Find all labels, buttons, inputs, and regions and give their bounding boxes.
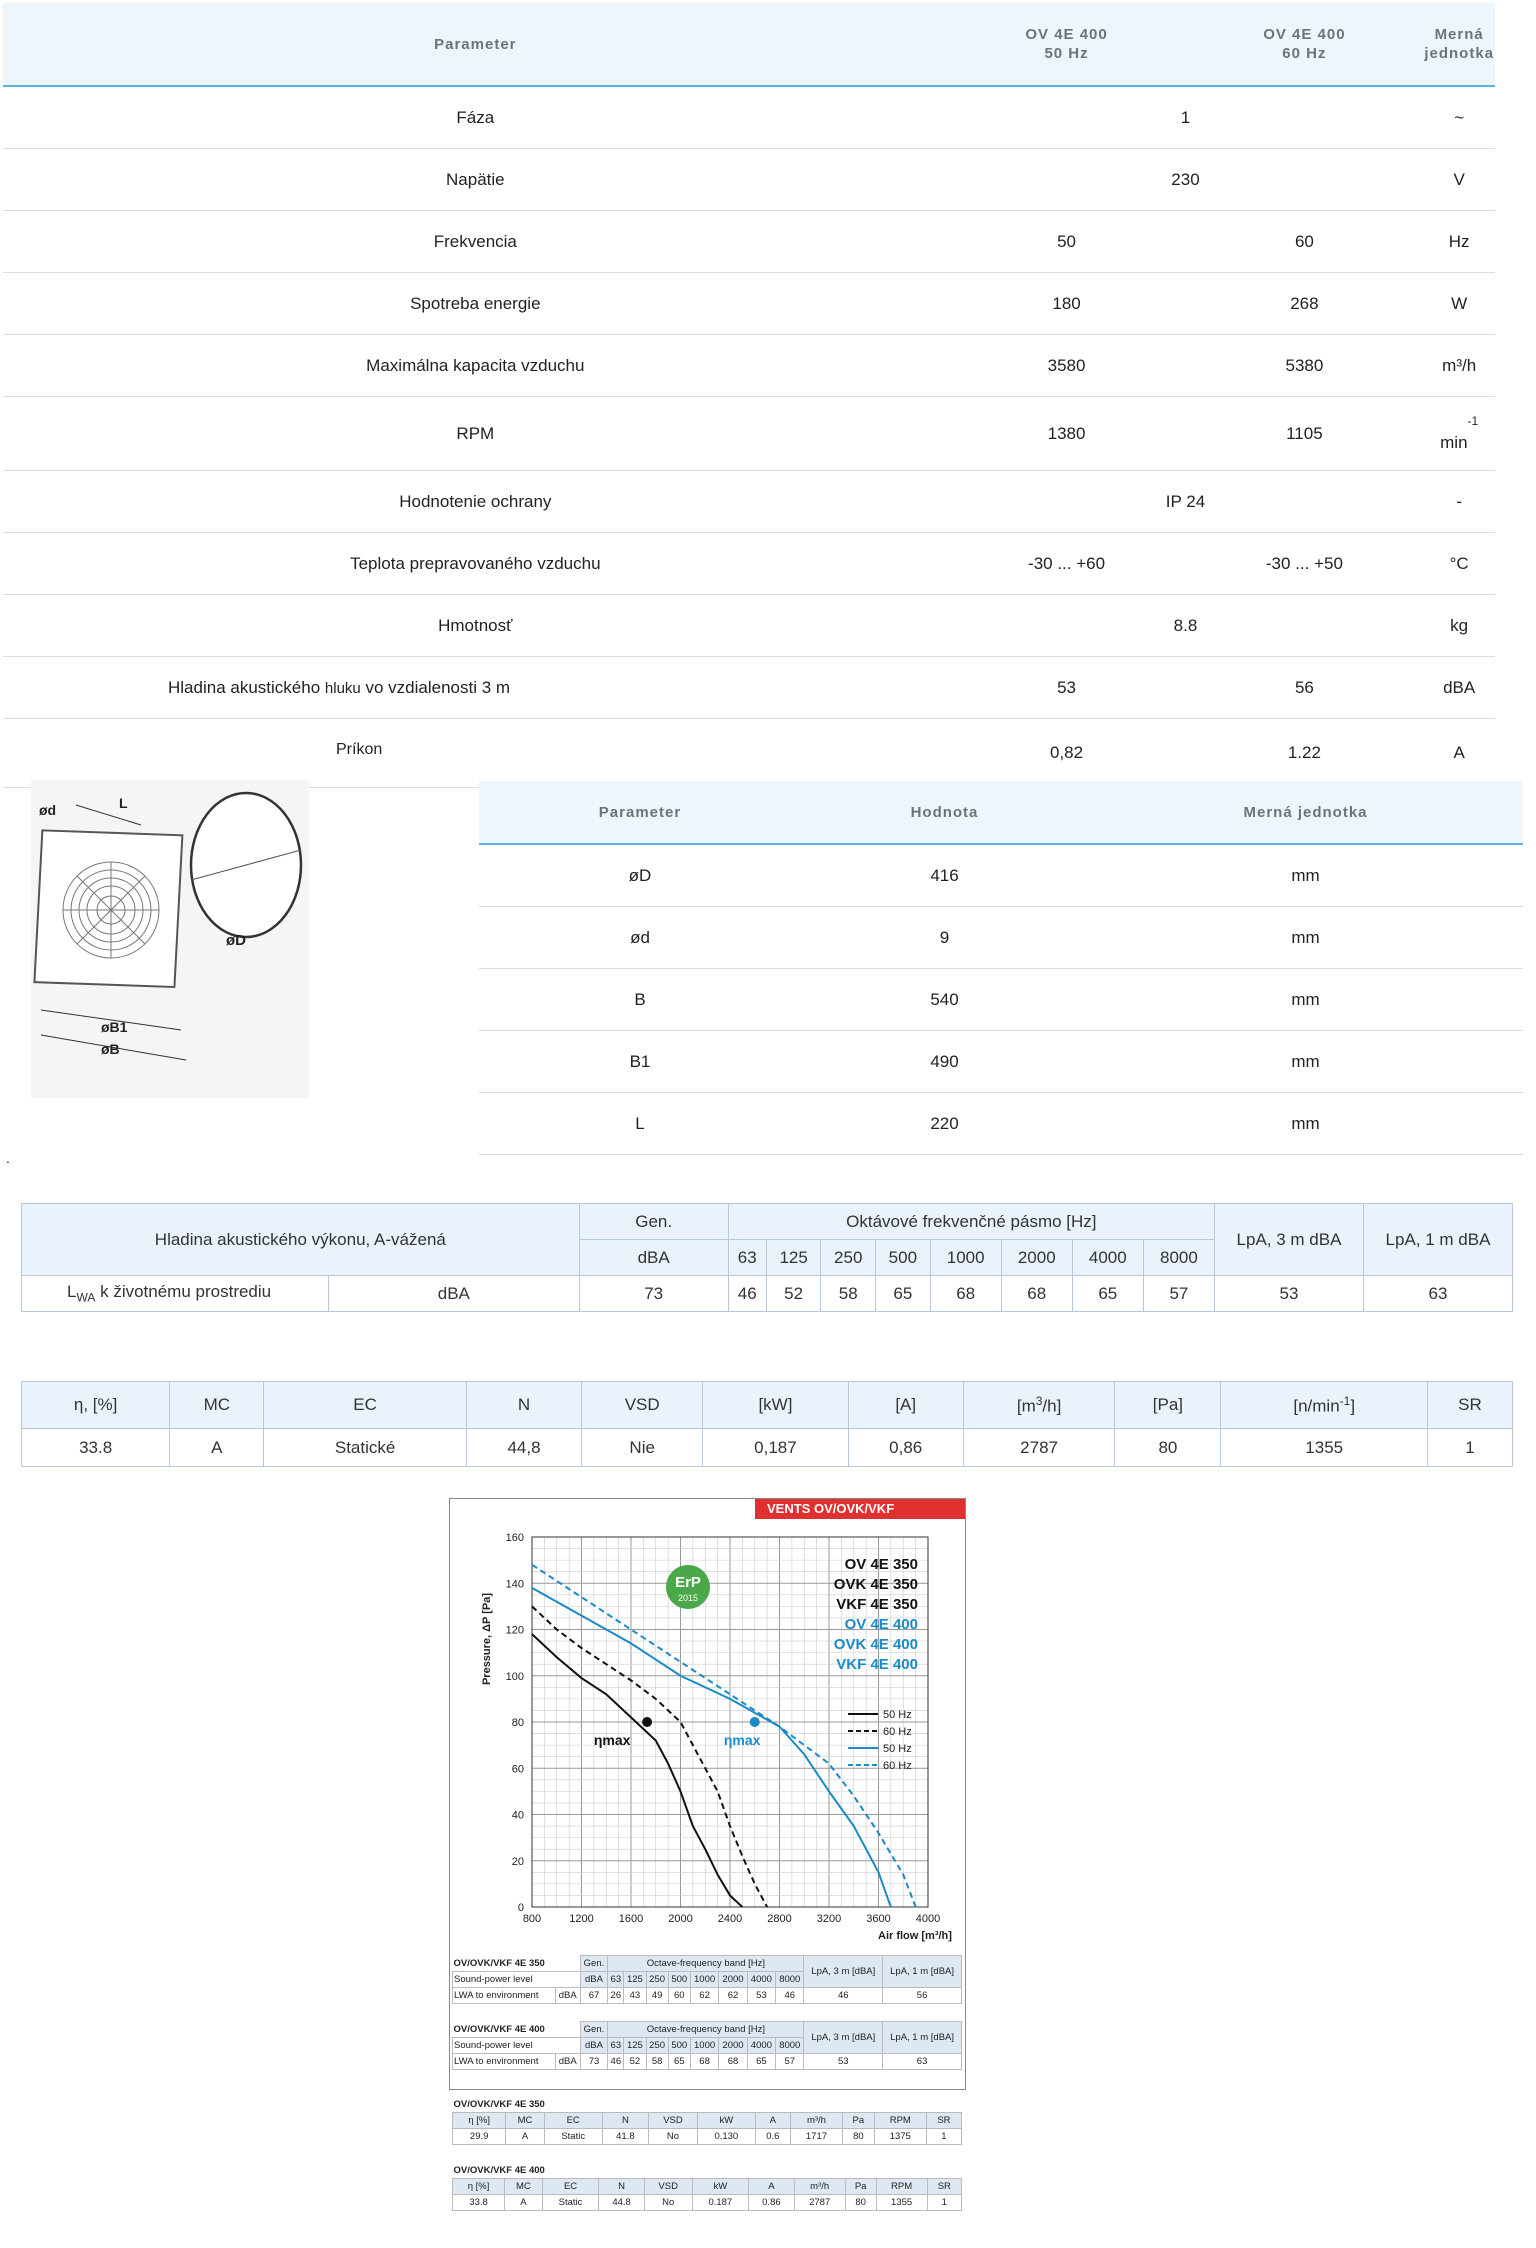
spec-row — [3, 471, 1495, 533]
x-tick: 2400 — [717, 1913, 743, 1925]
eta-h-ec: EC — [264, 1382, 467, 1429]
mini-band-val: 62 — [690, 1988, 718, 2004]
fan-drawing — [31, 780, 309, 1098]
spec-param: RPM — [3, 397, 948, 471]
mini-eta-h: RPM — [874, 2113, 926, 2129]
mini-eta-h: m³/h — [794, 2179, 845, 2195]
sound-band-value: 65 — [1072, 1276, 1143, 1312]
mini-row2: LWA to environment — [453, 2054, 556, 2070]
mini-eta-table — [452, 2163, 962, 2211]
spec-param: Príkon — [3, 719, 948, 788]
model-label: OV 4E 350 — [844, 1556, 918, 1573]
mini-band-val: 62 — [719, 1988, 747, 2004]
eta-h-vsd: VSD — [582, 1382, 703, 1429]
spec-row — [3, 657, 1495, 719]
eta-h-kw: [kW] — [703, 1382, 848, 1429]
mini-row1: Sound-power level — [453, 1972, 581, 1988]
mini-band-val: 26 — [608, 1988, 624, 2004]
spec-value: 230 — [948, 149, 1424, 211]
eta-value: 80 — [1115, 1429, 1221, 1467]
mini-sound-table — [452, 1955, 962, 2004]
mini-eta-v: 1 — [927, 2195, 961, 2211]
eta-value: 1355 — [1221, 1429, 1428, 1467]
spec-param: Frekvencia — [3, 211, 948, 273]
y-tick: 40 — [511, 1809, 524, 1822]
mini-eta-h: EC — [544, 2113, 602, 2129]
x-tick: 3600 — [866, 1913, 891, 1925]
label-L: L — [119, 795, 128, 811]
stray-dot: . — [6, 1150, 10, 1166]
spec-value-60hz: 268 — [1185, 273, 1423, 335]
spec-param: Teplota prepravovaného vzduchu — [3, 533, 948, 595]
sound-lpa1_val: 63 — [1364, 1276, 1513, 1312]
spec-unit: °C — [1423, 533, 1495, 595]
spec-unit: V — [1423, 149, 1495, 211]
mini-band-h: 125 — [624, 1972, 646, 1988]
spec-param: Hodnotenie ochrany — [3, 471, 948, 533]
spec-param: Napätie — [3, 149, 948, 211]
mini-eta-h: RPM — [876, 2179, 927, 2195]
spec-row — [3, 273, 1495, 335]
mini-eta-title: OV/OVK/VKF 4E 400 — [453, 2165, 545, 2176]
mini-band-h: 1000 — [690, 1972, 718, 1988]
dim-row — [479, 907, 1523, 969]
model-label: OVK 4E 350 — [833, 1576, 918, 1593]
spec-unit: Hz — [1423, 211, 1495, 273]
mini-l1: 56 — [883, 1988, 962, 2004]
mini-unit: dBA — [580, 2038, 608, 2054]
mini-band-val: 52 — [624, 2054, 646, 2070]
sound-band-value: 68 — [930, 1276, 1001, 1312]
model-label-blue: OV 4E 400 — [844, 1616, 918, 1633]
mini-title: OV/OVK/VKF 4E 350 — [453, 1957, 545, 1969]
eta-value: 0,86 — [848, 1429, 963, 1467]
spec-value-50hz: 3580 — [948, 335, 1186, 397]
y-label: Pressure, ΔP [Pa] — [481, 1592, 493, 1686]
mini-eta-v: 0.6 — [755, 2129, 790, 2145]
mini-eta-h: MC — [505, 2179, 543, 2195]
spec-row — [3, 149, 1495, 211]
mini-band-h: 500 — [668, 2038, 690, 2054]
spec-unit: W — [1423, 273, 1495, 335]
mini-band-h: 4000 — [747, 2038, 775, 2054]
mini-eta-h: SR — [927, 2179, 961, 2195]
spec-table — [3, 3, 1495, 788]
sound-band-value: 58 — [821, 1276, 876, 1312]
spec-row — [3, 533, 1495, 595]
sound-row-label: $L_{WA}$ k životnému prostrediu — [22, 1276, 329, 1312]
sound-band: 2000 — [1001, 1240, 1072, 1276]
mini-row2: LWA to environment — [453, 1988, 556, 2004]
y-tick: 100 — [505, 1670, 524, 1683]
eta-value: 1 — [1427, 1429, 1512, 1467]
spec-value-50hz: 180 — [948, 273, 1186, 335]
x-tick: 800 — [522, 1913, 542, 1925]
mini-unit2: dBA — [555, 1988, 580, 2004]
series-line-0 — [532, 1634, 742, 1907]
mini-band-val: 68 — [690, 2054, 718, 2070]
mini-band-val: 60 — [668, 1988, 690, 2004]
eta-h-sr: SR — [1427, 1382, 1512, 1429]
x-tick: 2000 — [668, 1913, 693, 1925]
spec-unit: ~ — [1423, 86, 1495, 149]
eta-max-point — [750, 1717, 760, 1727]
erp-text: ErP — [675, 1574, 701, 1591]
mini-lpa3: LpA, 3 m [dBA] — [804, 1956, 883, 1988]
mini-eta-v: 1717 — [790, 2129, 842, 2145]
mini-eta-h: kW — [697, 2113, 755, 2129]
dim-value: 220 — [801, 1093, 1088, 1155]
y-tick: 120 — [505, 1624, 524, 1637]
spec-value-50hz: -30 ... +60 — [948, 533, 1186, 595]
y-tick: 140 — [505, 1578, 524, 1591]
spec-unit: A — [1423, 719, 1495, 788]
eta-max-point — [642, 1717, 652, 1727]
spec-row — [3, 335, 1495, 397]
mini-eta-h: A — [749, 2179, 794, 2195]
mini-band-val: 46 — [608, 2054, 624, 2070]
spec-value-60hz: 5380 — [1185, 335, 1423, 397]
dim-value: 9 — [801, 907, 1088, 969]
mini-band-h: 250 — [646, 2038, 668, 2054]
sound-band-value: 65 — [876, 1276, 931, 1312]
spec-value-50hz: 50 — [948, 211, 1186, 273]
mini-band-val: 49 — [646, 1988, 668, 2004]
x-tick: 3200 — [816, 1913, 842, 1925]
dim-unit: mm — [1088, 1031, 1523, 1093]
spec-header-60hz: OV 4E 400 60 Hz — [1185, 3, 1423, 86]
dim-row — [479, 969, 1523, 1031]
mini-eta-v: 29.9 — [453, 2129, 506, 2145]
mini-band-h: 63 — [608, 2038, 624, 2054]
label-D-big: øD — [226, 932, 246, 949]
mini-eta-v: 0.86 — [749, 2195, 794, 2211]
x-tick: 2800 — [767, 1913, 792, 1925]
sound-band: 250 — [821, 1240, 876, 1276]
mini-unit: dBA — [580, 1972, 608, 1988]
efficiency-table — [21, 1381, 1513, 1467]
eta-h-mc: MC — [170, 1382, 264, 1429]
dim-param: B1 — [479, 1031, 801, 1093]
spec-value-60hz: -30 ... +50 — [1185, 533, 1423, 595]
sound-lpa1: LpA, 1 m dBA — [1364, 1204, 1513, 1276]
mini-band-h: 2000 — [719, 1972, 747, 1988]
spec-row — [3, 397, 1495, 471]
spec-unit: dBA — [1423, 657, 1495, 719]
spec-unit: kg — [1423, 595, 1495, 657]
dim-row — [479, 1093, 1523, 1155]
dim-header-parameter: Parameter — [479, 781, 801, 844]
mini-band-h: 1000 — [690, 2038, 718, 2054]
mini-band-h: 250 — [646, 1972, 668, 1988]
eta-value: 0,187 — [703, 1429, 848, 1467]
spec-value-60hz: 56 — [1185, 657, 1423, 719]
sound-gen: Gen. — [579, 1204, 728, 1240]
model-label-blue: OVK 4E 400 — [833, 1636, 918, 1653]
sound-title: Hladina akustického výkonu, A-vážená — [22, 1204, 580, 1276]
mini-gen-val: 67 — [580, 1988, 608, 2004]
erp-year: 2015 — [677, 1593, 699, 1603]
sound-band: 63 — [728, 1240, 766, 1276]
label-B: øB — [101, 1041, 120, 1057]
spec-value-60hz: 60 — [1185, 211, 1423, 273]
mini-eta-h: kW — [692, 2179, 749, 2195]
eta-max-label-blue: ηmax — [723, 1732, 761, 1749]
mini-eta-h: EC — [542, 2179, 599, 2195]
eta-h-m3h: $[m^3/h]$ — [963, 1382, 1115, 1429]
eta-h-n: N — [466, 1382, 581, 1429]
spec-value-60hz: 1.22 — [1185, 719, 1423, 788]
legend-label: 50 Hz — [883, 1709, 912, 1721]
spec-param: Fáza — [3, 86, 948, 149]
mini-band-val: 65 — [747, 2054, 775, 2070]
mini-eta-v: 1375 — [874, 2129, 926, 2145]
spec-unit: - — [1423, 471, 1495, 533]
sound-band-title: Oktávové frekvenčné pásmo [Hz] — [728, 1204, 1214, 1240]
dim-row — [479, 1031, 1523, 1093]
spec-value: 8.8 — [948, 595, 1424, 657]
mini-l3: 46 — [804, 1988, 883, 2004]
eta-value: Statické — [264, 1429, 467, 1467]
spec-row — [3, 595, 1495, 657]
spec-value-50hz: 1380 — [948, 397, 1186, 471]
sound-band: 500 — [876, 1240, 931, 1276]
mini-band-val: 58 — [646, 2054, 668, 2070]
sound-band-value: 52 — [766, 1276, 821, 1312]
mini-eta-h: MC — [506, 2113, 544, 2129]
eta-h-rpm: $[n/\min^{-1}]$ — [1221, 1382, 1428, 1429]
mini-band-val: 43 — [624, 1988, 646, 2004]
spec-row — [3, 86, 1495, 149]
mini-band-val: 65 — [668, 2054, 690, 2070]
sound-power-table — [21, 1203, 1513, 1312]
mini-band-h: 8000 — [776, 1972, 804, 1988]
y-tick: 20 — [511, 1855, 524, 1868]
mini-band: Octave-frequency band [Hz] — [608, 2022, 804, 2038]
mini-row1: Sound-power level — [453, 2038, 581, 2054]
mini-band: Octave-frequency band [Hz] — [608, 1956, 804, 1972]
mini-band-h: 2000 — [719, 2038, 747, 2054]
mini-eta-table — [452, 2097, 962, 2145]
mini-gen: Gen. — [580, 2022, 608, 2038]
model-label-blue: VKF 4E 400 — [836, 1656, 918, 1673]
legend-label: 60 Hz — [883, 1726, 912, 1738]
x-tick: 4000 — [915, 1913, 941, 1925]
label-d-small: ød — [39, 802, 57, 818]
mini-eta-v: Static — [544, 2129, 602, 2145]
dim-value: 490 — [801, 1031, 1088, 1093]
dim-unit: mm — [1088, 969, 1523, 1031]
mini-eta-h: η [%] — [453, 2113, 506, 2129]
mini-sound-table — [452, 2021, 962, 2070]
mini-eta-v: 0.130 — [697, 2129, 755, 2145]
mini-band-h: 125 — [624, 2038, 646, 2054]
dimension-table — [479, 781, 1523, 1155]
sound-gen-unit: dBA — [579, 1240, 728, 1276]
dim-header-unit: Merná jednotka — [1088, 781, 1523, 844]
mini-eta-v: A — [506, 2129, 544, 2145]
x-tick: 1600 — [618, 1913, 644, 1925]
eta-value: A — [170, 1429, 264, 1467]
mini-unit2: dBA — [555, 2054, 580, 2070]
dim-unit: mm — [1088, 1093, 1523, 1155]
dim-row — [479, 844, 1523, 907]
spec-param: Spotreba energie — [3, 273, 948, 335]
mini-band-h: 4000 — [747, 1972, 775, 1988]
mini-eta-v: 1355 — [876, 2195, 927, 2211]
mini-eta-h: A — [755, 2113, 790, 2129]
dim-unit: mm — [1088, 844, 1523, 907]
eta-h-a: [A] — [848, 1382, 963, 1429]
dim-param: B — [479, 969, 801, 1031]
mini-l1: 63 — [883, 2054, 962, 2070]
y-tick: 0 — [517, 1902, 524, 1914]
mini-eta-h: η [%] — [453, 2179, 505, 2195]
mini-eta-v: 41.8 — [602, 2129, 648, 2145]
eta-h-pa: [Pa] — [1115, 1382, 1221, 1429]
model-label: VKF 4E 350 — [836, 1596, 918, 1613]
x-label: Air flow [m³/h] — [878, 1930, 952, 1942]
mini-eta-h: N — [599, 2179, 644, 2195]
dim-param: øD — [479, 844, 801, 907]
mini-eta-h: Pa — [843, 2113, 875, 2129]
mini-band-val: 46 — [776, 1988, 804, 2004]
spec-value-50hz: 0,82 — [948, 719, 1186, 788]
sound-row-unit: dBA — [329, 1276, 580, 1312]
spec-value-60hz: 1105 — [1185, 397, 1423, 471]
mini-eta-v: 33.8 — [453, 2195, 505, 2211]
sound-gen-value: 73 — [579, 1276, 728, 1312]
legend-label: 50 Hz — [883, 1743, 912, 1755]
eta-value: Nie — [582, 1429, 703, 1467]
mini-band-val: 53 — [747, 1988, 775, 2004]
dim-param: ød — [479, 907, 801, 969]
sound-band-value: 46 — [728, 1276, 766, 1312]
eta-value: 33.8 — [22, 1429, 170, 1467]
spec-header-unit: Merná jednotka — [1423, 3, 1495, 86]
sound-band: 125 — [766, 1240, 821, 1276]
eta-h-eta: η, [%] — [22, 1382, 170, 1429]
sound-band: 1000 — [930, 1240, 1001, 1276]
dim-param: L — [479, 1093, 801, 1155]
mini-band-h: 8000 — [776, 2038, 804, 2054]
mini-eta-h: Pa — [845, 2179, 876, 2195]
dim-value: 540 — [801, 969, 1088, 1031]
x-tick: 1200 — [569, 1913, 594, 1925]
mini-eta-v: A — [505, 2195, 543, 2211]
mini-l3: 53 — [804, 2054, 883, 2070]
mini-eta-h: m³/h — [790, 2113, 842, 2129]
y-tick: 160 — [505, 1532, 524, 1544]
mini-title: OV/OVK/VKF 4E 400 — [453, 2023, 545, 2035]
dim-unit: mm — [1088, 907, 1523, 969]
eta-value: 44,8 — [466, 1429, 581, 1467]
sound-band: 4000 — [1072, 1240, 1143, 1276]
eta-value: 2787 — [963, 1429, 1115, 1467]
legend-label: 60 Hz — [883, 1760, 912, 1772]
y-tick: 60 — [511, 1763, 524, 1776]
spec-header-50hz: OV 4E 400 50 Hz — [948, 3, 1186, 86]
mini-eta-title: OV/OVK/VKF 4E 350 — [453, 2099, 545, 2110]
dim-value: 416 — [801, 844, 1088, 907]
datasheet — [449, 1498, 966, 2208]
spec-row — [3, 719, 1495, 788]
spec-value-50hz: 53 — [948, 657, 1186, 719]
sound-band-value: 68 — [1001, 1276, 1072, 1312]
mini-gen: Gen. — [580, 1956, 608, 1972]
spec-header-parameter: Parameter — [3, 3, 948, 86]
pressure-chart — [450, 1519, 965, 1949]
mini-eta-v: 44.8 — [599, 2195, 644, 2211]
mini-eta-h: VSD — [649, 2113, 698, 2129]
mini-band-h: 500 — [668, 1972, 690, 1988]
mini-eta-v: Static — [542, 2195, 599, 2211]
mini-band-val: 57 — [776, 2054, 804, 2070]
y-tick: 80 — [511, 1717, 524, 1729]
mini-eta-v: 80 — [845, 2195, 876, 2211]
spec-unit: $\min^{-1}$ — [1423, 397, 1495, 471]
mini-lpa1: LpA, 1 m [dBA] — [883, 2022, 962, 2054]
mini-lpa1: LpA, 1 m [dBA] — [883, 1956, 962, 1988]
mini-eta-v: 2787 — [794, 2195, 845, 2211]
mini-eta-v: No — [644, 2195, 692, 2211]
spec-value: IP 24 — [948, 471, 1424, 533]
mini-eta-v: 1 — [926, 2129, 961, 2145]
spec-param: Maximálna kapacita vzduchu — [3, 335, 948, 397]
eta-max-label: ηmax — [593, 1732, 631, 1749]
label-B1: øB1 — [101, 1019, 128, 1035]
mini-band-val: 68 — [719, 2054, 747, 2070]
sound-band-value: 57 — [1143, 1276, 1214, 1312]
dim-header-value: Hodnota — [801, 781, 1088, 844]
brand-banner: VENTS OV/OVK/VKF — [755, 1499, 965, 1519]
spec-unit: m³/h — [1423, 335, 1495, 397]
sound-lpa3_val: 53 — [1215, 1276, 1364, 1312]
spec-value: 1 — [948, 86, 1424, 149]
mini-eta-v: 0.187 — [692, 2195, 749, 2211]
mini-lpa3: LpA, 3 m [dBA] — [804, 2022, 883, 2054]
mini-eta-h: SR — [926, 2113, 961, 2129]
spec-param: Hladina akustického hluku vo vzdialenosti 3 m — [3, 657, 948, 719]
mini-eta-h: VSD — [644, 2179, 692, 2195]
mini-eta-v: 80 — [843, 2129, 875, 2145]
mini-band-h: 63 — [608, 1972, 624, 1988]
mini-eta-v: No — [649, 2129, 698, 2145]
sound-band: 8000 — [1143, 1240, 1214, 1276]
sound-lpa3: LpA, 3 m dBA — [1215, 1204, 1364, 1276]
mini-eta-h: N — [602, 2113, 648, 2129]
spec-param: Hmotnosť — [3, 595, 948, 657]
mini-gen-val: 73 — [580, 2054, 608, 2070]
spec-row — [3, 211, 1495, 273]
